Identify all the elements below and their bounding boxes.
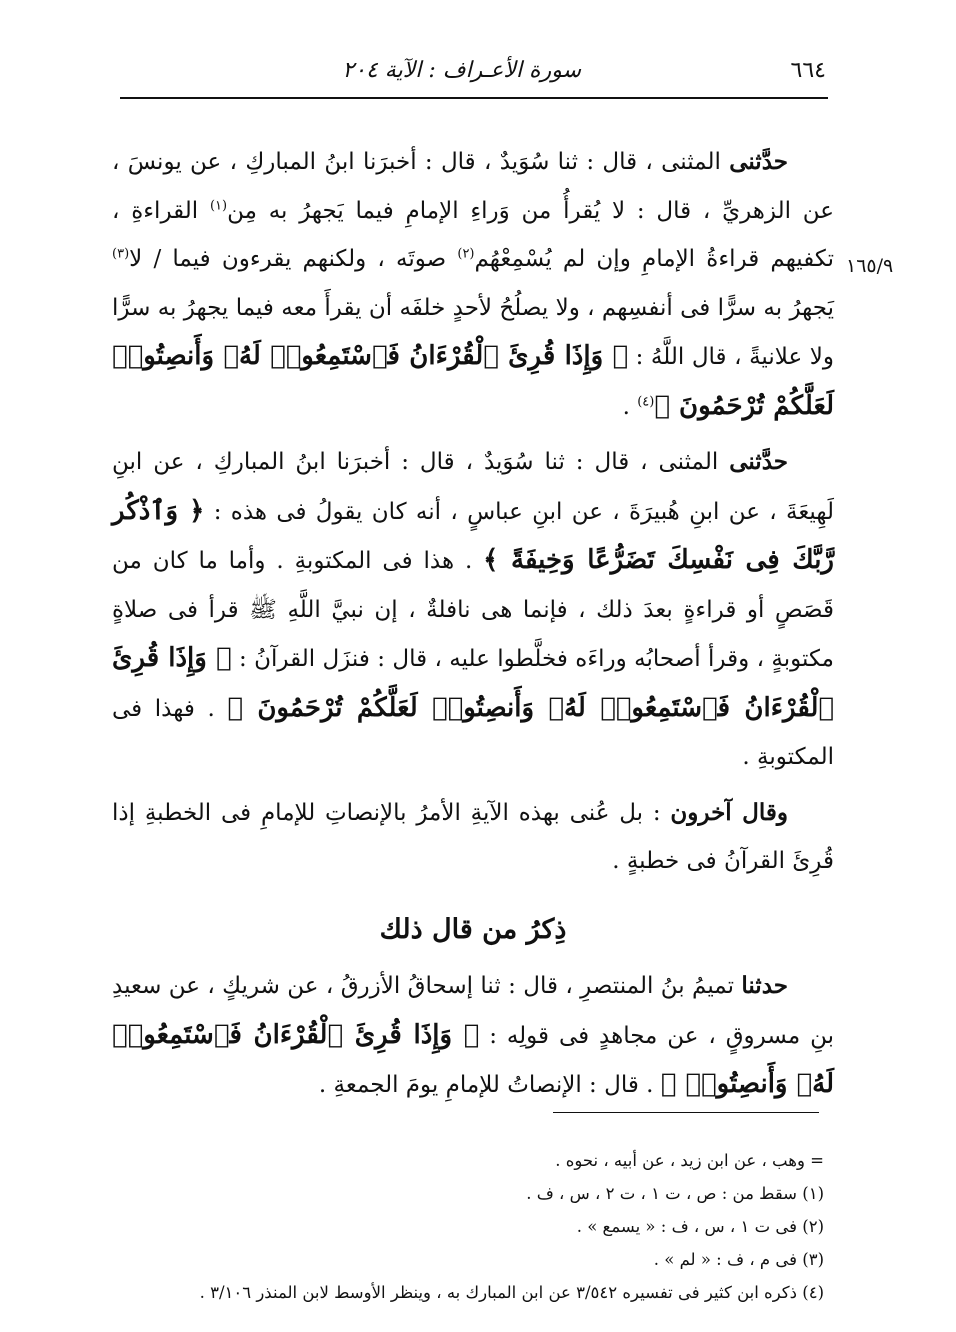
- paragraph-text: صوتَه ، ولكنهم يقرءون فيما / لا: [129, 246, 458, 272]
- paragraph-text: يَجهرُ به سرًّا فى أنفسِهم ، ولا يصلُحُ لأحدٍ خلفَه أن يقرأَ معه فيما يجهرُ به سرًّا ولا علانيةً ، قال اللَّهُ :: [112, 294, 834, 370]
- paragraph-1: [112, 138, 834, 431]
- footnote-2: (٢) فى ت ١ ، س ، ف : « يسمع » .: [576, 1217, 824, 1236]
- footnote-ref-2: (٢): [457, 246, 475, 262]
- paragraph-text: .: [622, 393, 638, 420]
- running-header: [120, 48, 826, 92]
- section-heading: ذِكرُ من قال ذلك: [379, 913, 567, 945]
- paragraph-text: القراءةِ ، تكفيهم قراءةُ الإمامِ وإن لم يُسْمِعْهُم: [112, 197, 834, 272]
- paragraph-4: [112, 962, 834, 1110]
- footnote-ref-3: (٣): [112, 246, 130, 262]
- footnote-ref-1: (١): [209, 197, 228, 213]
- quran-quote: ﴿ وَإِذَا قُرِئَ ٱلْقُرْءَانُ فَٱسْتَمِعُوا۟ لَهُۥ وَأَنصِتُوا۟ لَعَلَّكُمْ تُرْحَمُونَ ﴾: [112, 643, 834, 723]
- quran-quote: ﴿ وَٱذْكُر رَّبَّكَ فِى نَفْسِكَ تَضَرُّعًا وَخِيفَةً ﴾: [112, 495, 834, 575]
- paragraph-text: . قال : الإنصاتُ للإمامِ يومَ الجمعةِ .: [318, 1072, 661, 1098]
- footnote-1: (١) سقط من : ص ، ت ١ ، ت ٢ ، س ، ف .: [526, 1184, 824, 1203]
- paragraph-text: المثنى ، قال : ثنا سُوَيدٌ ، قال : أخبرَنا ابنُ المباركِ ، عن ابنِ لَهِيعَةَ ، عن ابنِ هُبيرَةَ ، عن ابنِ عباسٍ ، أنه كان يقولُ فى هذه :: [112, 449, 834, 525]
- paragraph-text: . فهذا فى المكتوبةِ .: [112, 695, 834, 770]
- header-rule: [120, 97, 828, 99]
- paragraph-text: : بل عُنى بهذه الآيةِ الأمرُ بالإنصاتِ للإمامِ فى الخطبةِ إذا قُرِئَ القرآنُ فى خطبةٍ .: [112, 799, 834, 874]
- quran-quote: ﴿ وَإِذَا قُرِئَ ٱلْقُرْءَانُ فَٱسْتَمِعُوا۟ لَهُۥ وَأَنصِتُوا۟ لَعَلَّكُمْ تُرْحَمُونَ ﴾: [112, 341, 834, 421]
- footnote-continuation: = وهب ، عن ابن زيد ، عن أبيه ، نحوه .: [555, 1151, 824, 1170]
- footnotes: [150, 1144, 824, 1309]
- footnote-3: (٣) فى م ، ف : « لم » .: [653, 1250, 824, 1269]
- running-title: سورة الأعـراف : الآية ٢٠٤: [342, 58, 581, 83]
- paragraph-lead: حدثنا: [741, 972, 788, 999]
- footnote-4: (٤) ذكره ابن كثير فى تفسيره ٣/٥٤٢ عن ابن المبارك به ، وينظر الأوسط لابن المنذر ٣/١٠٦ .: [199, 1283, 824, 1302]
- paragraph-lead: حدَّثنى: [729, 448, 788, 475]
- quran-quote: ﴿ وَإِذَا قُرِئَ ٱلْقُرْءَانُ فَٱسْتَمِعُوا۟ لَهُۥ وَأَنصِتُوا۟ ﴾: [112, 1019, 834, 1099]
- paragraph-text: المثنى ، قال : ثنا سُوَيدٌ ، قال : أخبرَنا ابنُ المباركِ ، عن يونسَ ، عن الزهريِّ ، قال : لا يُقرأُ من وَراءِ الإمامِ فيما يَجهرُ به مِن: [112, 149, 835, 224]
- footnote-ref-4: (٤): [637, 393, 655, 409]
- page-number: ٦٦٤: [790, 58, 826, 83]
- margin-volume-page-note: ١٦٥/٩: [846, 255, 894, 277]
- paragraph-text: تميمُ بنُ المنتصرِ ، قال : ثنا إسحاقُ الأزرقُ ، عن شريكٍ ، عن سعيدِ بنِ مسروقٍ ، عن مجاهدٍ فى قولِه :: [112, 973, 834, 1049]
- paragraph-2: [112, 438, 834, 782]
- paragraph-lead: وقال آخرون: [670, 798, 788, 826]
- paragraph-lead: حدَّثنى: [729, 148, 788, 175]
- main-text: [112, 138, 834, 1110]
- paragraph-3: [112, 789, 834, 886]
- paragraph-text: . هذا فى المكتوبةِ . وأما ما كان من قَصَصٍ أو قراءةٍ بعدَ ذلك ، فإنما هى نافلةٌ ، إن نبيَّ اللَّهِ ﷺ قرأ فى صلاةٍ مكتوبةٍ ، وقرأ أصحابُه وراءَه فخلَّطوا عليه ، قال : فنزَل القرآنُ :: [112, 548, 834, 672]
- footnote-separator: [553, 1112, 819, 1113]
